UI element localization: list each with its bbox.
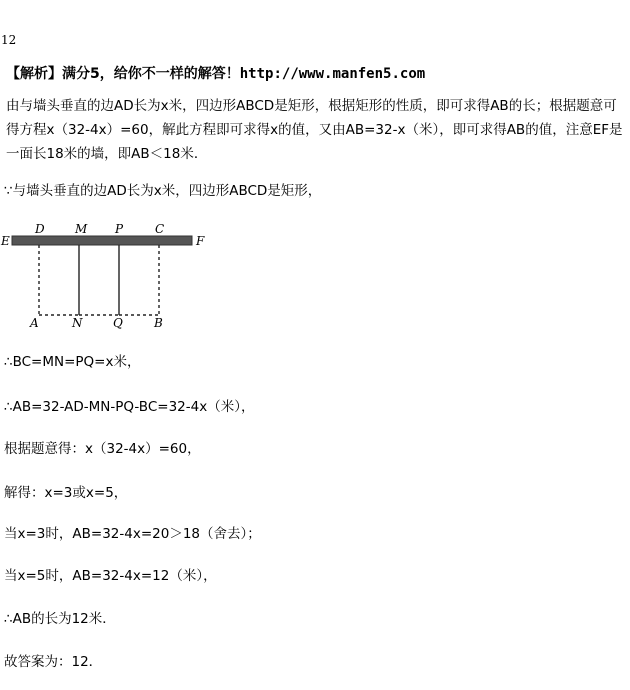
label-d: D [35, 222, 45, 236]
label-c: C [155, 222, 165, 236]
wall-ef [12, 236, 192, 245]
label-a: A [30, 316, 39, 330]
analysis-paragraph: 由与墙头垂直的边AD长为x米，四边形ABCD是矩形，根据矩形的性质，即可求得AB的长；根据题意可得方程x（32-4x）=60，解此方程即可求得x的值，又由AB=32-x（米），即可求得AB的值，注意EF是一面长18米的墙，即AB＜18米． [6, 98, 623, 162]
case-x5-line: 当x=5时，AB=32-4x=12（米）， [4, 568, 217, 584]
label-f: F [196, 234, 205, 248]
heading-main: 满分5，给你不一样的解答！ [62, 66, 240, 82]
final-answer-line: 故答案为：12． [4, 654, 103, 670]
ab-expression-line: ∴AB=32-AD-MN-PQ-BC=32-4x（米）， [4, 399, 255, 415]
solution-heading [6, 63, 425, 83]
label-q: Q [113, 316, 123, 330]
label-p: P [115, 222, 124, 236]
wall-fence-diagram [0, 215, 220, 335]
case-x3-line: 当x=3时，AB=32-4x=20＞18（舍去）； [4, 526, 261, 542]
ab-length-line: ∴AB的长为12米． [4, 611, 116, 627]
premise-line: ∵与墙头垂直的边AD长为x米，四边形ABCD是矩形， [4, 183, 322, 199]
solve-line: 解得：x=3或x=5， [4, 485, 128, 501]
equation-line: 根据题意得：x（32-4x）=60， [4, 441, 201, 457]
label-b: B [154, 316, 163, 330]
label-e: E [1, 234, 10, 248]
bc-equality-line: ∴BC=MN=PQ=x米， [4, 354, 141, 370]
heading-url: http://www.manfen5.com [239, 66, 426, 82]
label-n: N [72, 316, 83, 330]
heading-bracket: 【解析】 [6, 66, 62, 82]
label-m: M [75, 222, 88, 236]
page-number: 12 [1, 33, 17, 47]
